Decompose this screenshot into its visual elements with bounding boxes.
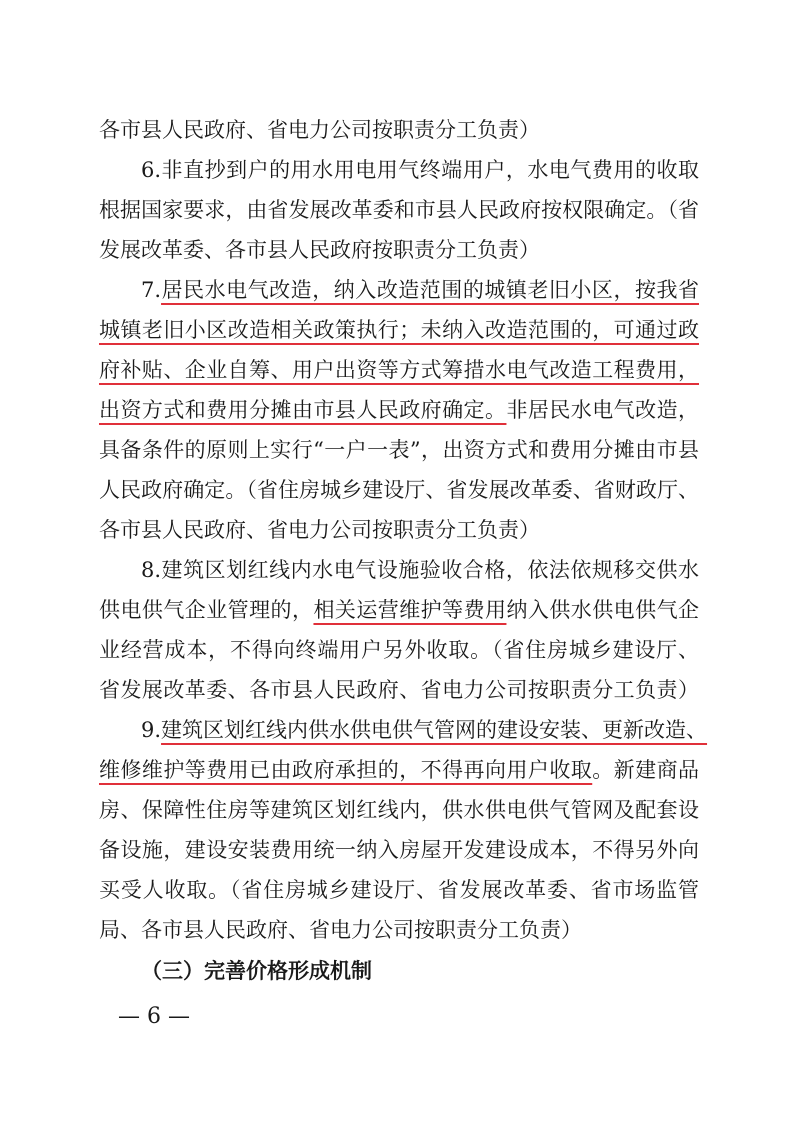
underlined-text: 出资方式和费用分摊由市县人民政府确定。 [99, 398, 507, 422]
text-line [99, 353, 699, 387]
underlined-text: 城镇老旧小区改造相关政策执行；未纳入改造范围的，可通过政 [99, 318, 699, 342]
text-line [99, 593, 699, 627]
text-line [99, 113, 699, 147]
text-segment: 房、保障性住房等建筑区划红线内，供水供电供气管网及配套设 [99, 798, 699, 822]
underlined-text: 维修维护等费用已由政府承担的，不得再向用户收取 [99, 758, 593, 782]
text-line [99, 913, 699, 947]
text-segment: 局、各市县人民政府、省电力公司按职责分工负责） [99, 918, 582, 942]
text-segment: 供电供气企业管理的， [99, 598, 314, 622]
text-segment: 人民政府确定。（省住房城乡建设厅、省发展改革委、省财政厅、 [99, 478, 699, 502]
text-segment: 根据国家要求，由省发展改革委和市县人民政府按权限确定。（省 [99, 198, 699, 222]
underlined-text: 府补贴、企业自筹、用户出资等方式筹措水电气改造工程费用， [99, 358, 699, 382]
text-segment: 9. [141, 718, 162, 742]
text-line [141, 553, 699, 587]
text-line [99, 393, 699, 427]
page-number: — 6 — [118, 1004, 190, 1029]
text-segment: 8.建筑区划红线内水电气设施验收合格，依法依规移交供水 [141, 558, 699, 582]
text-line [99, 753, 699, 787]
underlined-text: 建筑区划红线内供水供电供气管网的建设安装、更新改造、 [161, 718, 708, 742]
text-line [99, 433, 699, 467]
text-segment: 省发展改革委、各市县人民政府、省电力公司按职责分工负责） [99, 678, 699, 702]
section-heading: （三）完善价格形成机制 [141, 959, 372, 983]
text-line [99, 233, 699, 267]
text-line [99, 793, 699, 827]
text-segment: 各市县人民政府、省电力公司按职责分工负责） [99, 518, 540, 542]
underlined-text: 相关运营维护等费用 [313, 598, 507, 622]
text-line [99, 313, 699, 347]
text-segment: 各市县人民政府、省电力公司按职责分工负责） [99, 118, 540, 142]
text-line [141, 273, 699, 307]
text-line [99, 673, 699, 707]
text-line [141, 153, 699, 187]
text-segment: 6.非直抄到户的用水用电用气终端用户，水电气费用的收取 [141, 158, 699, 182]
underlined-text: 居民水电气改造，纳入改造范围的城镇老旧小区，按我省 [161, 278, 699, 302]
text-line [99, 513, 699, 547]
text-segment: 。新建商品 [592, 758, 700, 782]
text-line [99, 873, 699, 907]
text-line [141, 713, 708, 747]
text-segment: 业经营成本，不得向终端用户另外收取。（省住房城乡建设厅、 [99, 638, 699, 662]
text-line [99, 633, 699, 667]
text-segment: 备设施，建设安装费用统一纳入房屋开发建设成本，不得另外向 [99, 838, 699, 862]
text-segment: 买受人收取。（省住房城乡建设厅、省发展改革委、省市场监管 [99, 878, 699, 902]
text-segment: 纳入供水供电供气企 [506, 598, 700, 622]
text-segment: 具备条件的原则上实行“一户一表”，出资方式和费用分摊由市县 [99, 438, 699, 462]
text-line [99, 473, 699, 507]
text-segment: 非居民水电气改造， [506, 398, 700, 422]
text-line [99, 833, 699, 867]
text-segment: 发展改革委、各市县人民政府按职责分工负责） [99, 238, 540, 262]
text-segment: 7. [141, 278, 162, 302]
text-line [99, 193, 699, 227]
